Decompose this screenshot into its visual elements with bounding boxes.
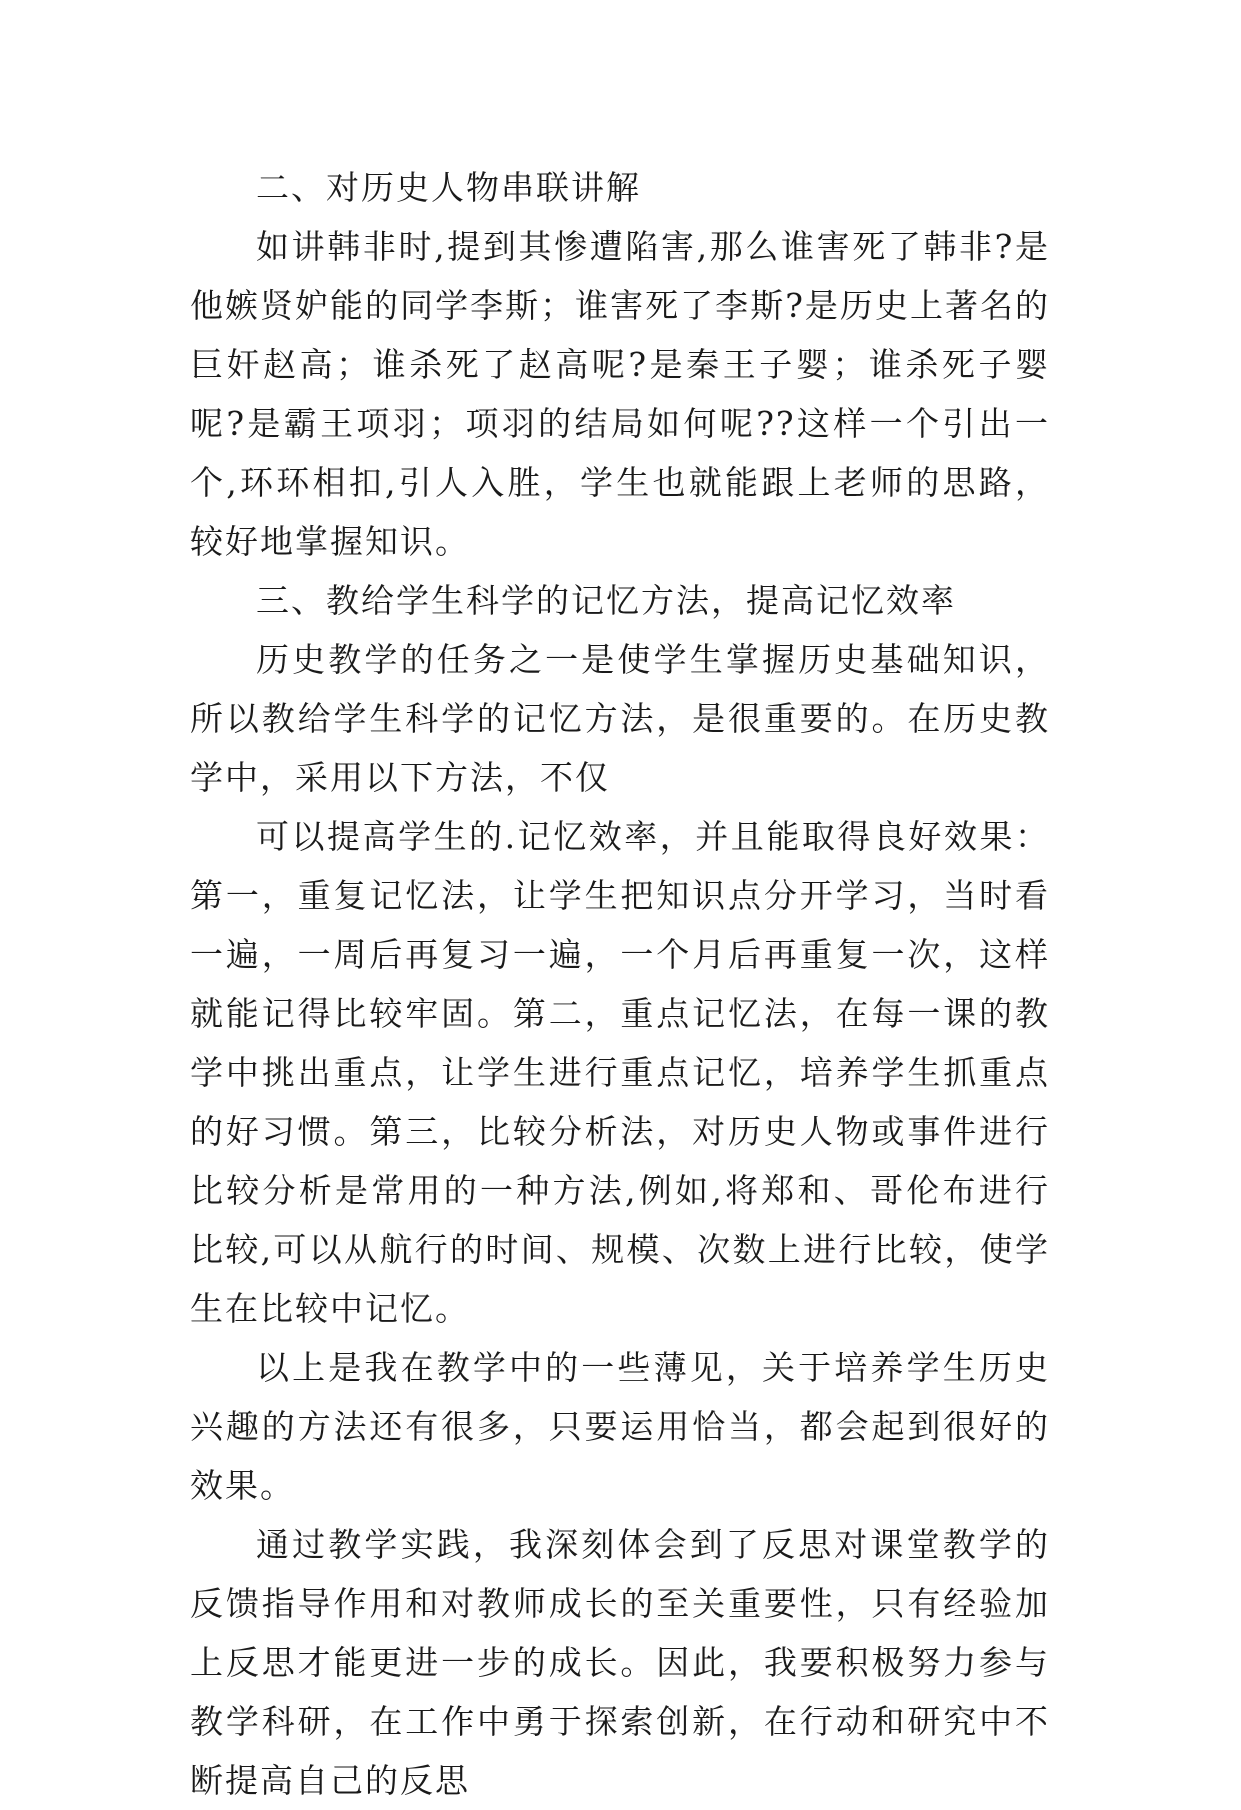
- paragraph-hanfei-example: 如讲韩非时,提到其惨遭陷害,那么谁害死了韩非?是他嫉贤妒能的同学李斯；谁害死了李斯?是历史上著名的巨奸赵高；谁杀死了赵高呢?是秦王子婴；谁杀死子婴呢?是霸王项羽；项羽的结局如何呢??这样一个引出一个,环环相扣,引人入胜，学生也就能跟上老师的思路，较好地掌握知识。: [190, 227, 1050, 561]
- section-heading-2: 二、对历史人物串联讲解: [256, 168, 641, 207]
- paragraph-memory-intro: 历史教学的任务之一是使学生掌握历史基础知识，所以教给学生科学的记忆方法，是很重要的。在历史教学中，采用以下方法，不仅: [190, 640, 1050, 797]
- paragraph-reflection: 通过教学实践，我深刻体会到了反思对课堂教学的反馈指导作用和对教师成长的至关重要性，只有经验加上反思才能更进一步的成长。因此，我要积极努力参与教学科研，在工作中勇于探索创新，在行动和研究中不断提高自己的反思: [190, 1525, 1050, 1800]
- paragraph-memory-methods: 可以提高学生的.记忆效率，并且能取得良好效果：第一，重复记忆法，让学生把知识点分开学习，当时看一遍，一周后再复习一遍，一个月后再重复一次，这样就能记得比较牢固。第二，重点记忆法，在每一课的教学中挑出重点，让学生进行重点记忆，培养学生抓重点的好习惯。第三，比较分析法，对历史人物或事件进行比较分析是常用的一种方法,例如,将郑和、哥伦布进行比较,可以从航行的时间、规模、次数上进行比较，使学生在比较中记忆。: [190, 817, 1050, 1328]
- document-body: [190, 158, 1050, 1810]
- paragraph-summary: 以上是我在教学中的一些薄见，关于培养学生历史兴趣的方法还有很多，只要运用恰当，都会起到很好的效果。: [190, 1348, 1050, 1505]
- section-heading-3: 三、教给学生科学的记忆方法，提高记忆效率: [256, 581, 956, 620]
